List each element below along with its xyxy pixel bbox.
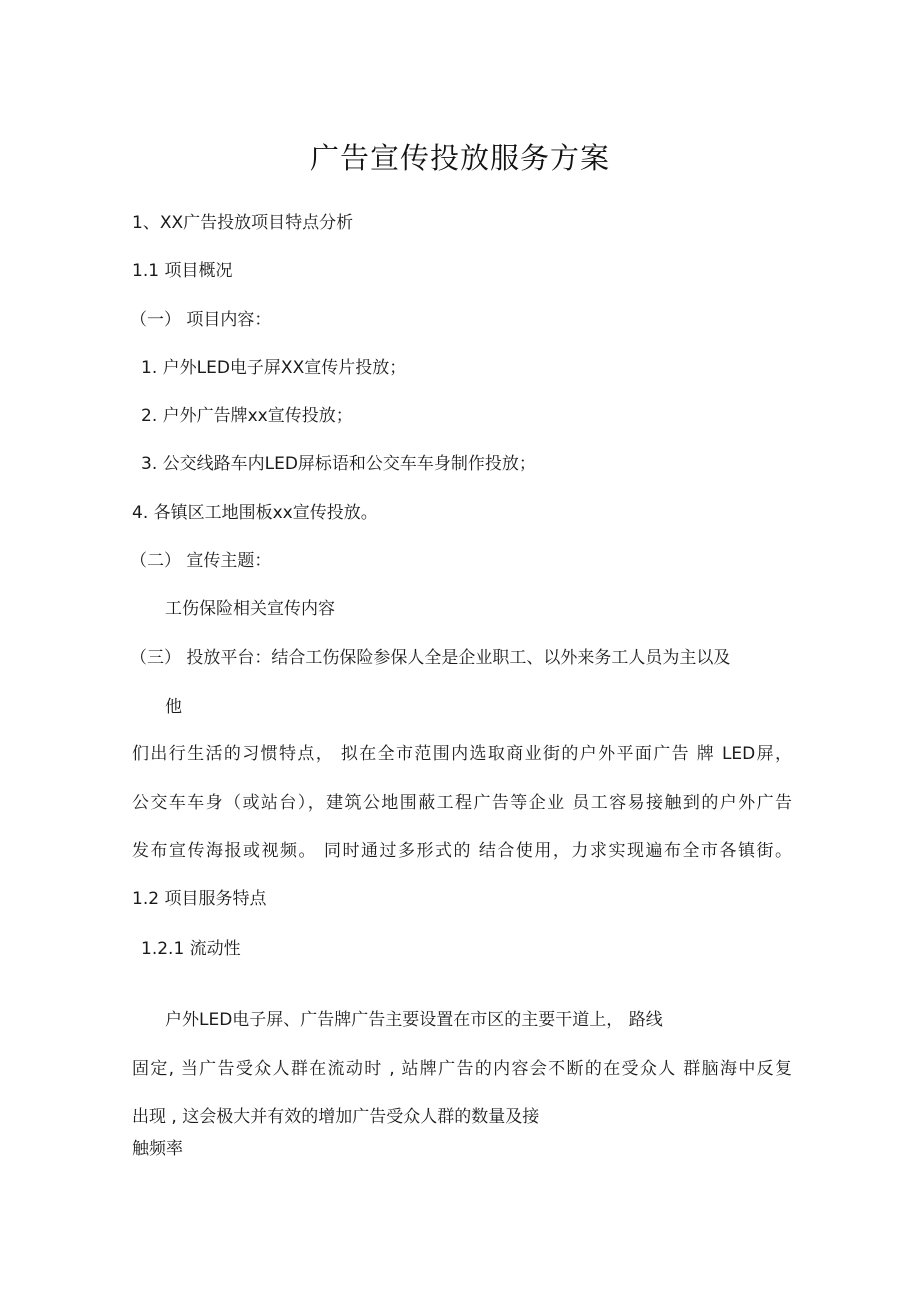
part-3-continued: 他 — [165, 697, 182, 717]
section-1-1-heading: 1.1 项目概况 — [132, 261, 233, 281]
section-1-2-1-heading: 1.2.1 流动性 — [141, 939, 241, 959]
part-3-heading: （三） 投放平台：结合工伤保险参保人全是企业职工、以外来务工人员为主以及 — [130, 648, 731, 668]
paragraph-line: 触频率 — [132, 1139, 183, 1159]
paragraph-line: 户外LED电子屏、广告牌广告主要设置在市区的主要干道上， 路线 — [165, 1010, 663, 1030]
list-item: 2. 户外广告牌xx宣传投放； — [141, 406, 353, 426]
paragraph-line: 们出行生活的习惯特点， 拟在全市范围内选取商业街的户外平面广告 牌 LED屏， — [132, 744, 792, 764]
list-item: 1. 户外LED电子屏XX宣传片投放； — [141, 358, 407, 378]
part-1-heading: （一） 项目内容： — [130, 310, 272, 330]
paragraph-line: 固定, 当广告受众人群在流动时 , 站牌广告的内容会不断的在受众人 群脑海中反复 — [132, 1059, 792, 1079]
document-title: 广告宣传投放服务方案 — [309, 141, 610, 175]
paragraph-line: 公交车车身（或站台），建筑公地围蔽工程广告等企业 员工容易接触到的户外广告 — [132, 793, 792, 813]
paragraph-line: 出现 , 这会极大并有效的增加广告受众人群的数量及接 — [132, 1107, 540, 1127]
list-item: 4. 各镇区工地围板xx宣传投放。 — [132, 503, 378, 523]
paragraph-line: 发布宣传海报或视频。 同时通过多形式的 结合使用，力求实现遍布全市各镇街。 — [132, 841, 792, 861]
part-2-body: 工伤保险相关宣传内容 — [165, 599, 335, 619]
part-2-heading: （二） 宣传主题： — [130, 551, 272, 571]
section-1-heading: 1、XX广告投放项目特点分析 — [132, 213, 354, 233]
section-1-2-heading: 1.2 项目服务特点 — [132, 889, 267, 909]
list-item: 3. 公交线路车内LED屏标语和公交车车身制作投放； — [141, 454, 536, 474]
